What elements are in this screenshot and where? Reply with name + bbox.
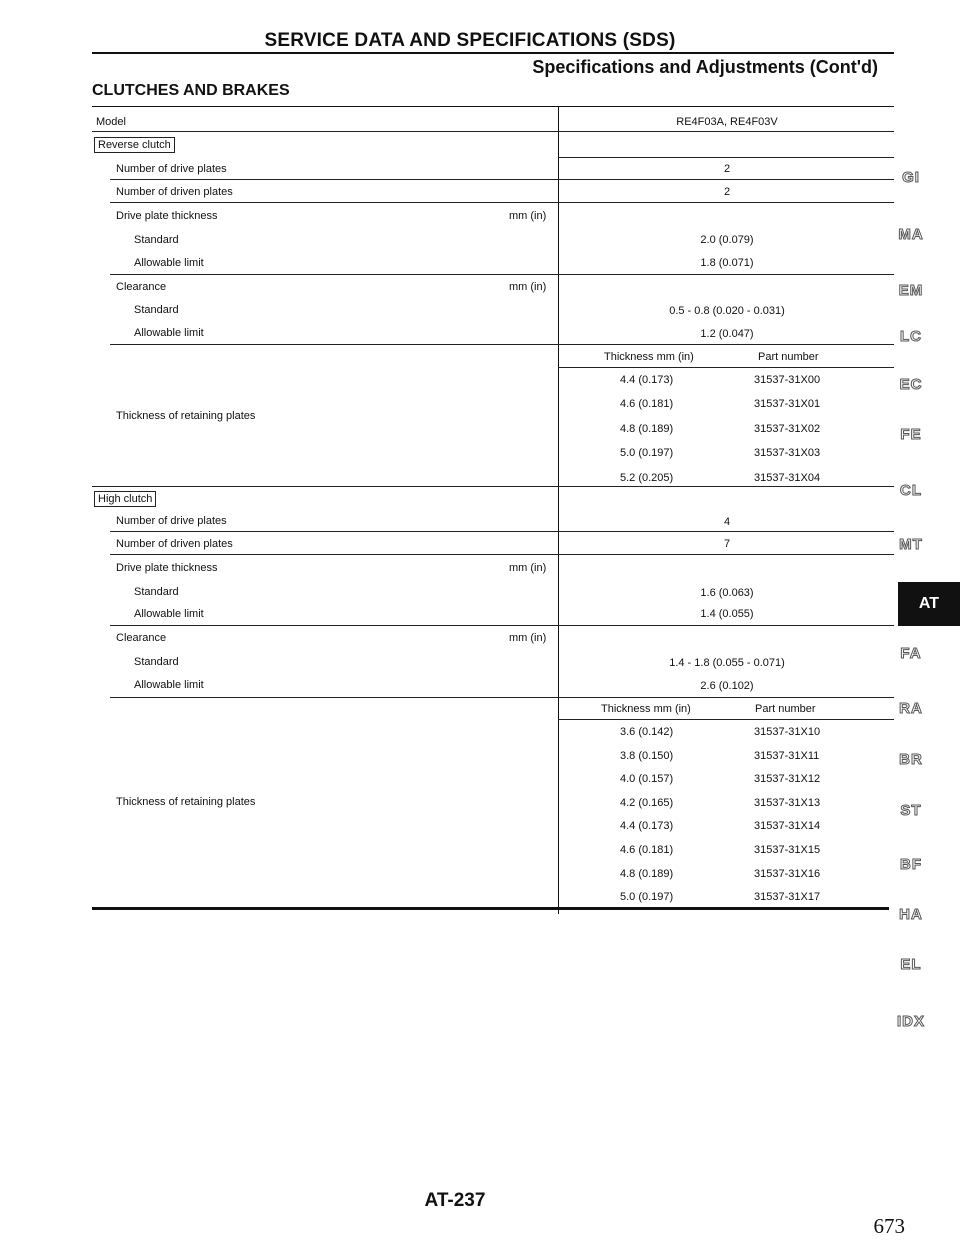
reverse-clearance-allowable-label: Allowable limit bbox=[134, 327, 204, 339]
retaining-thickness-value: 3.8 (0.150) bbox=[620, 749, 674, 762]
reverse-drive-plates-label: Number of drive plates bbox=[116, 163, 227, 175]
reverse-clearance-unit: mm (in) bbox=[509, 281, 547, 293]
high-plate-allowable-value: 1.4 (0.055) bbox=[700, 608, 754, 620]
high-retaining-header-thickness: Thickness mm (in) bbox=[601, 703, 691, 715]
reverse-driven-plates-label: Number of driven plates bbox=[116, 186, 233, 198]
side-index-bf[interactable]: BF bbox=[900, 856, 922, 873]
retaining-part-number: 31537-31X13 bbox=[754, 796, 821, 809]
reverse-plate-thickness-label: Drive plate thickness bbox=[116, 210, 218, 222]
high-plate-standard-value: 1.6 (0.063) bbox=[700, 587, 754, 599]
high-drive-plates-value: 4 bbox=[723, 516, 731, 528]
side-index-gi[interactable]: GI bbox=[902, 169, 920, 186]
high-driven-plates-label: Number of driven plates bbox=[116, 538, 233, 550]
retaining-part-number: 31537-31X00 bbox=[754, 374, 821, 386]
header-rule bbox=[92, 52, 894, 54]
side-index-em[interactable]: EM bbox=[898, 282, 924, 299]
side-index-ma[interactable]: MA bbox=[898, 226, 924, 243]
side-index-fe[interactable]: FE bbox=[900, 426, 922, 443]
reverse-retaining-header-thickness: Thickness mm (in) bbox=[604, 351, 694, 363]
section-heading: CLUTCHES AND BRAKES bbox=[92, 82, 290, 99]
page-code: AT-237 bbox=[424, 1190, 486, 1211]
side-index-lc[interactable]: LC bbox=[900, 328, 922, 345]
high-retaining-label: Thickness of retaining plates bbox=[116, 796, 256, 808]
row-divider bbox=[110, 202, 894, 203]
retaining-thickness-value: 4.8 (0.189) bbox=[620, 867, 674, 880]
retaining-part-number: 31537-31X02 bbox=[754, 422, 821, 435]
side-index-idx[interactable]: IDX bbox=[896, 1013, 925, 1030]
row-divider bbox=[110, 554, 894, 555]
reverse-clutch-title: Reverse clutch bbox=[94, 137, 175, 153]
side-index-mt[interactable]: MT bbox=[899, 536, 923, 553]
retaining-thickness-value: 4.2 (0.165) bbox=[620, 796, 674, 809]
reverse-plate-allowable-label: Allowable limit bbox=[134, 257, 204, 269]
high-clearance-unit: mm (in) bbox=[509, 632, 547, 644]
retaining-thickness-value: 4.4 (0.173) bbox=[620, 374, 674, 386]
reverse-driven-plates-value: 2 bbox=[723, 186, 731, 198]
page-title: SERVICE DATA AND SPECIFICATIONS (SDS) bbox=[264, 30, 676, 51]
side-index-ra[interactable]: RA bbox=[899, 700, 923, 717]
high-clearance-standard-value: 1.4 - 1.8 (0.055 - 0.071) bbox=[669, 657, 785, 669]
table-top-rule bbox=[92, 106, 894, 107]
high-clearance-allowable-label: Allowable limit bbox=[134, 679, 204, 691]
retaining-thickness-value: 4.6 (0.181) bbox=[620, 844, 674, 856]
side-index-fa[interactable]: FA bbox=[900, 645, 922, 662]
side-index-at-tab[interactable]: AT bbox=[898, 582, 960, 626]
page-number: 673 bbox=[873, 1214, 905, 1238]
retaining-thickness-value: 5.0 (0.197) bbox=[620, 447, 674, 460]
page-subtitle: Specifications and Adjustments (Cont'd) bbox=[532, 57, 878, 77]
high-plate-allowable-label: Allowable limit bbox=[134, 608, 204, 620]
row-divider bbox=[110, 697, 894, 698]
table-column-divider bbox=[558, 107, 559, 914]
high-clutch-title: High clutch bbox=[94, 491, 156, 507]
retaining-thickness-value: 5.2 (0.205) bbox=[620, 471, 674, 484]
retaining-thickness-value: 4.0 (0.157) bbox=[620, 773, 674, 786]
side-index-el[interactable]: EL bbox=[900, 956, 922, 973]
retaining-part-number: 31537-31X15 bbox=[754, 844, 821, 856]
reverse-drive-plates-value: 2 bbox=[723, 163, 731, 175]
row-divider bbox=[110, 344, 894, 345]
model-value: RE4F03A, RE4F03V bbox=[676, 116, 778, 128]
side-index-st[interactable]: ST bbox=[900, 802, 922, 819]
reverse-retaining-header-part: Part number bbox=[758, 351, 819, 363]
reverse-plate-allowable-value: 1.8 (0.071) bbox=[700, 257, 754, 269]
retaining-part-number: 31537-31X12 bbox=[754, 773, 821, 786]
row-divider bbox=[558, 719, 894, 720]
side-index-br[interactable]: BR bbox=[899, 751, 923, 768]
reverse-clearance-standard-label: Standard bbox=[134, 304, 179, 316]
row-divider bbox=[92, 486, 894, 487]
retaining-thickness-value: 3.6 (0.142) bbox=[620, 726, 674, 738]
retaining-thickness-value: 5.0 (0.197) bbox=[620, 891, 674, 904]
side-index-ec[interactable]: EC bbox=[899, 376, 923, 393]
reverse-clearance-standard-value: 0.5 - 0.8 (0.020 - 0.031) bbox=[669, 305, 785, 317]
high-clearance-label: Clearance bbox=[116, 632, 167, 644]
retaining-thickness-value: 4.8 (0.189) bbox=[620, 422, 674, 435]
row-divider bbox=[110, 531, 894, 532]
high-clearance-standard-label: Standard bbox=[134, 656, 179, 668]
reverse-retaining-label: Thickness of retaining plates bbox=[116, 410, 256, 422]
row-divider bbox=[110, 274, 894, 275]
side-index-ha[interactable]: HA bbox=[899, 906, 923, 923]
retaining-thickness-value: 4.6 (0.181) bbox=[620, 398, 674, 411]
row-divider bbox=[110, 625, 894, 626]
high-plate-thickness-label: Drive plate thickness bbox=[116, 562, 218, 574]
high-plate-thickness-unit: mm (in) bbox=[509, 562, 547, 574]
side-index-cl[interactable]: CL bbox=[900, 482, 922, 499]
reverse-plate-thickness-unit: mm (in) bbox=[509, 210, 547, 222]
row-divider bbox=[558, 367, 894, 368]
retaining-part-number: 31537-31X01 bbox=[754, 398, 821, 411]
retaining-part-number: 31537-31X11 bbox=[754, 749, 820, 762]
retaining-part-number: 31537-31X17 bbox=[754, 891, 821, 904]
reverse-clearance-label: Clearance bbox=[116, 281, 167, 293]
retaining-part-number: 31537-31X16 bbox=[754, 867, 821, 880]
reverse-plate-standard-value: 2.0 (0.079) bbox=[700, 234, 754, 246]
high-driven-plates-value: 7 bbox=[723, 538, 731, 550]
row-divider bbox=[92, 131, 894, 132]
table-bottom-rule bbox=[92, 907, 889, 910]
retaining-part-number: 31537-31X14 bbox=[754, 820, 821, 833]
retaining-part-number: 31537-31X03 bbox=[754, 447, 821, 460]
high-plate-standard-label: Standard bbox=[134, 586, 179, 598]
row-divider bbox=[110, 179, 894, 180]
row-divider bbox=[558, 157, 894, 158]
high-drive-plates-label: Number of drive plates bbox=[116, 515, 227, 527]
high-clearance-allowable-value: 2.6 (0.102) bbox=[700, 680, 754, 692]
retaining-part-number: 31537-31X04 bbox=[754, 471, 821, 484]
high-retaining-header-part: Part number bbox=[755, 703, 816, 715]
reverse-clearance-allowable-value: 1.2 (0.047) bbox=[700, 328, 754, 340]
model-label: Model bbox=[96, 116, 126, 128]
retaining-thickness-value: 4.4 (0.173) bbox=[620, 820, 674, 833]
retaining-part-number: 31537-31X10 bbox=[754, 726, 821, 738]
reverse-plate-standard-label: Standard bbox=[134, 234, 179, 246]
